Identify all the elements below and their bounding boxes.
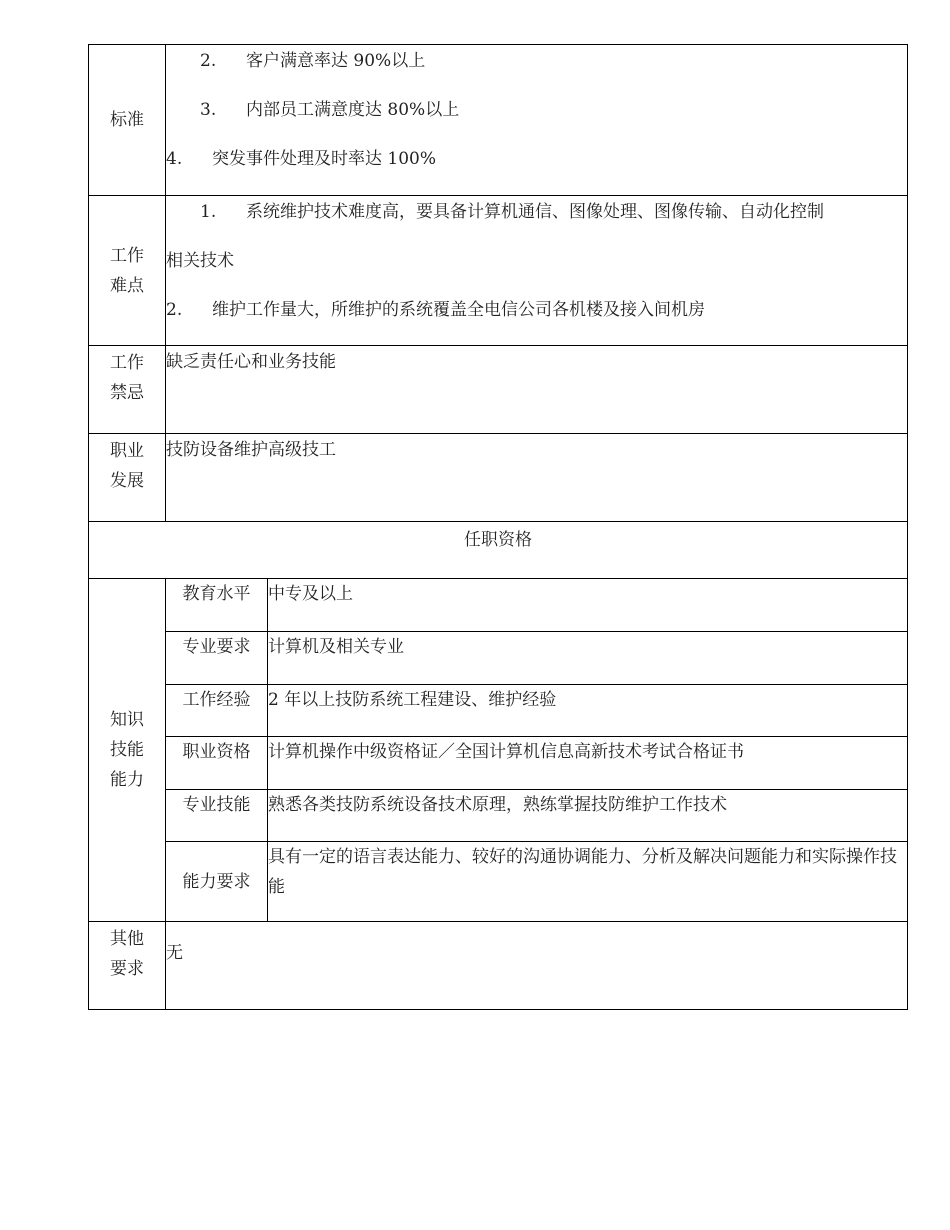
taboo-label <box>89 346 166 434</box>
taboo-label-line1: 工作 <box>110 353 144 373</box>
other-content <box>166 922 908 1010</box>
difficulty-item-number: 2. <box>166 300 183 320</box>
qualification-row-label: 职业资格 <box>166 737 268 790</box>
career-text-line <box>166 434 907 483</box>
standard-item-text: 内部员工满意度达 80%以上 <box>246 100 460 120</box>
career-label <box>89 434 166 522</box>
qualification-label <box>89 579 166 922</box>
qualification-row-label: 专业技能 <box>166 790 268 842</box>
other-text-line <box>166 922 907 970</box>
difficulty-label-line1: 工作 <box>110 245 144 266</box>
other-label-line2: 要求 <box>110 959 144 979</box>
standard-item <box>166 143 907 192</box>
difficulty-row <box>89 196 908 346</box>
standard-label-text: 标准 <box>110 110 144 130</box>
qualification-row-value: 中专及以上 <box>268 579 908 632</box>
standard-item-number: 3. <box>200 100 217 120</box>
standard-content <box>166 45 908 196</box>
difficulty-item <box>166 294 907 343</box>
standard-item-text: 突发事件处理及时率达 100% <box>212 149 437 169</box>
difficulty-item-text-continued: 相关技术 <box>166 251 234 271</box>
difficulty-content <box>166 196 908 346</box>
qualification-row-value: 计算机及相关专业 <box>268 632 908 685</box>
qualification-row-value: 计算机操作中级资格证／全国计算机信息高新技术考试合格证书 <box>268 737 908 790</box>
qualification-label-line2: 技能 <box>110 740 144 760</box>
qualification-row <box>89 737 908 790</box>
taboo-text-line <box>166 346 907 395</box>
difficulty-item-text: 系统维护技术难度高，要具备计算机通信、图像处理、图像传输、自动化控制 <box>246 202 824 222</box>
standard-item <box>166 45 907 94</box>
qualification-label-line1: 知识 <box>110 710 144 730</box>
qualification-row <box>89 842 908 922</box>
qualification-row <box>89 632 908 685</box>
career-label-line1: 职业 <box>110 441 144 461</box>
qualification-row <box>89 685 908 737</box>
qualification-row-label: 专业要求 <box>166 632 268 685</box>
career-label-line2: 发展 <box>110 471 144 491</box>
standard-row <box>89 45 908 196</box>
difficulty-item-number: 1. <box>200 202 217 222</box>
taboo-text: 缺乏责任心和业务技能 <box>166 352 336 372</box>
qualification-row <box>89 579 908 632</box>
taboo-label-line2: 禁忌 <box>110 383 144 403</box>
qualification-label-line3: 能力 <box>110 770 144 790</box>
qualification-row-value: 具有一定的语言表达能力、较好的沟通协调能力、分析及解决问题能力和实际操作技能 <box>268 842 908 922</box>
standard-item-number: 4. <box>166 149 183 169</box>
qualification-row <box>89 790 908 842</box>
qualification-title: 任职资格 <box>89 522 908 579</box>
career-text: 技防设备维护高级技工 <box>166 440 336 460</box>
standard-item <box>166 94 907 143</box>
standard-item-text: 客户满意率达 90%以上 <box>246 51 426 71</box>
difficulty-item <box>166 196 907 245</box>
other-row <box>89 922 908 1010</box>
qualification-row-label: 能力要求 <box>166 842 268 922</box>
difficulty-label <box>89 196 166 346</box>
career-content <box>166 434 908 522</box>
difficulty-item-text: 维护工作量大，所维护的系统覆盖全电信公司各机楼及接入间机房 <box>212 300 705 320</box>
difficulty-item-continuation <box>166 245 907 294</box>
difficulty-label-line2: 难点 <box>110 275 144 296</box>
other-label <box>89 922 166 1010</box>
other-label-line1: 其他 <box>110 929 144 949</box>
qualification-row-label: 教育水平 <box>166 579 268 632</box>
other-text: 无 <box>166 943 183 963</box>
taboo-content <box>166 346 908 434</box>
qualification-title-row <box>89 522 908 579</box>
qualification-row-value: 熟悉各类技防系统设备技术原理，熟练掌握技防维护工作技术 <box>268 790 908 842</box>
taboo-row <box>89 346 908 434</box>
career-row <box>89 434 908 522</box>
qualification-row-label: 工作经验 <box>166 685 268 737</box>
standard-item-number: 2. <box>200 51 217 71</box>
job-description-table <box>88 44 908 1010</box>
standard-label <box>89 45 166 196</box>
qualification-row-value: 2 年以上技防系统工程建设、维护经验 <box>268 685 908 737</box>
